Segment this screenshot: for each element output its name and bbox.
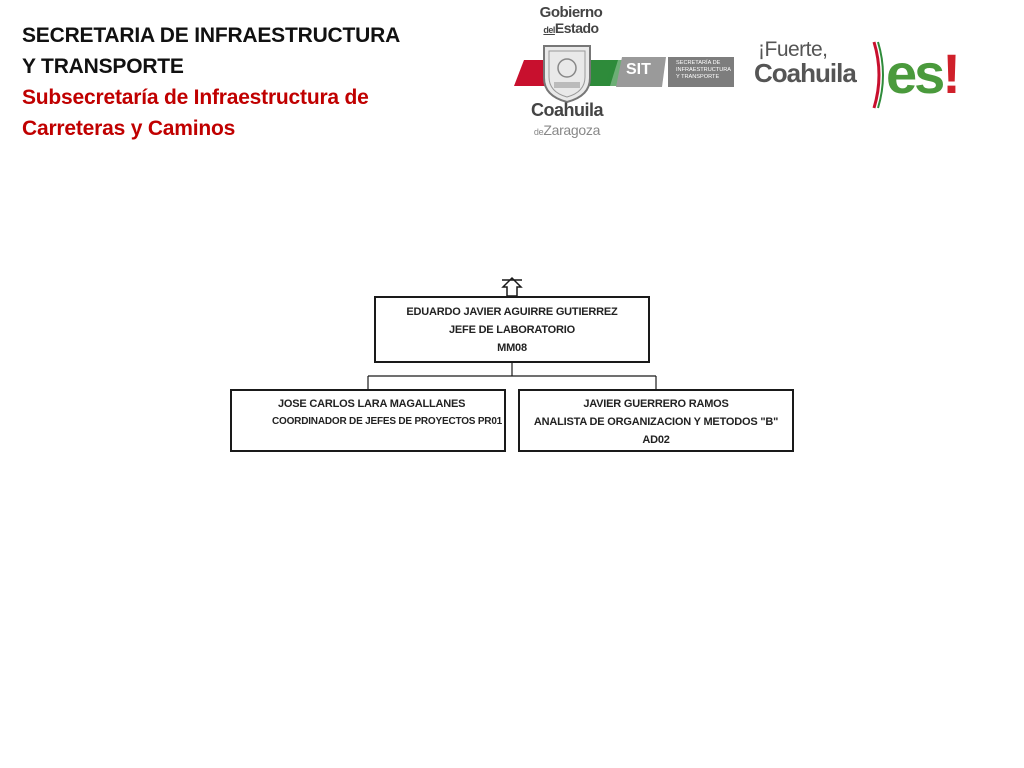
sit-desc-line-1: SECRETARÍA DE <box>676 60 721 66</box>
sit-desc-line-2: INFRAESTRUCTURA <box>676 67 732 73</box>
subordinate-2-code: AD02 <box>642 434 670 446</box>
logo-coahuila-text: Coahuila <box>530 100 603 120</box>
sit-desc-line-3: Y TRANSPORTE <box>676 74 720 80</box>
org-node-subordinate-2 <box>518 389 794 452</box>
sit-description <box>676 60 734 81</box>
head-position: JEFE DE LABORATORIO <box>449 324 575 336</box>
logo-gobierno-text: Gobierno <box>539 4 603 21</box>
subtitle-line-2: Carreteras y Caminos <box>22 117 236 140</box>
subordinate-2-name: JAVIER GUERRERO RAMOS <box>583 398 729 410</box>
logo-del-text: del <box>543 25 555 35</box>
org-node-head <box>374 296 650 363</box>
logo-zaragoza-text: Zaragoza <box>543 122 601 138</box>
fuerte-coahuila-text: Coahuila <box>754 58 856 88</box>
head-code: MM08 <box>497 342 527 354</box>
fuerte-bang: ! <box>942 42 958 105</box>
title-line-1: SECRETARIA DE INFRAESTRUCTURA <box>22 24 401 47</box>
org-node-subordinate-1 <box>230 389 506 452</box>
head-name: EDUARDO JAVIER AGUIRRE GUTIERREZ <box>406 306 618 318</box>
subtitle-line-1: Subsecretaría de Infraestructura de <box>22 86 369 109</box>
logo-del-estado-text <box>536 20 606 36</box>
subordinate-2-position: ANALISTA DE ORGANIZACION Y METODOS "B" <box>533 416 779 428</box>
gobierno-coahuila-logo <box>512 4 622 140</box>
fuerte-text: ¡Fuerte, <box>758 38 828 61</box>
logo-de-text: de <box>533 127 544 137</box>
logo-de-zaragoza-text <box>524 122 610 138</box>
up-arrow-icon <box>502 278 522 296</box>
sit-abbr: SIT <box>626 61 651 78</box>
fuerte-es-text <box>886 44 958 104</box>
subordinate-1-position: COORDINADOR DE JEFES DE PROYECTOS PR01 <box>272 416 503 427</box>
logo-estado-text: Estado <box>554 20 599 36</box>
coat-of-arms-icon <box>536 42 598 104</box>
bracket-stripes-icon <box>872 40 886 110</box>
sit-logo <box>616 57 734 87</box>
fuerte-es-letters: es <box>886 42 943 105</box>
title-line-2: Y TRANSPORTE <box>22 55 184 78</box>
subordinate-1-name: JOSE CARLOS LARA MAGALLANES <box>278 398 466 410</box>
fuerte-coahuila-logo <box>752 38 992 112</box>
page-title <box>22 20 422 144</box>
